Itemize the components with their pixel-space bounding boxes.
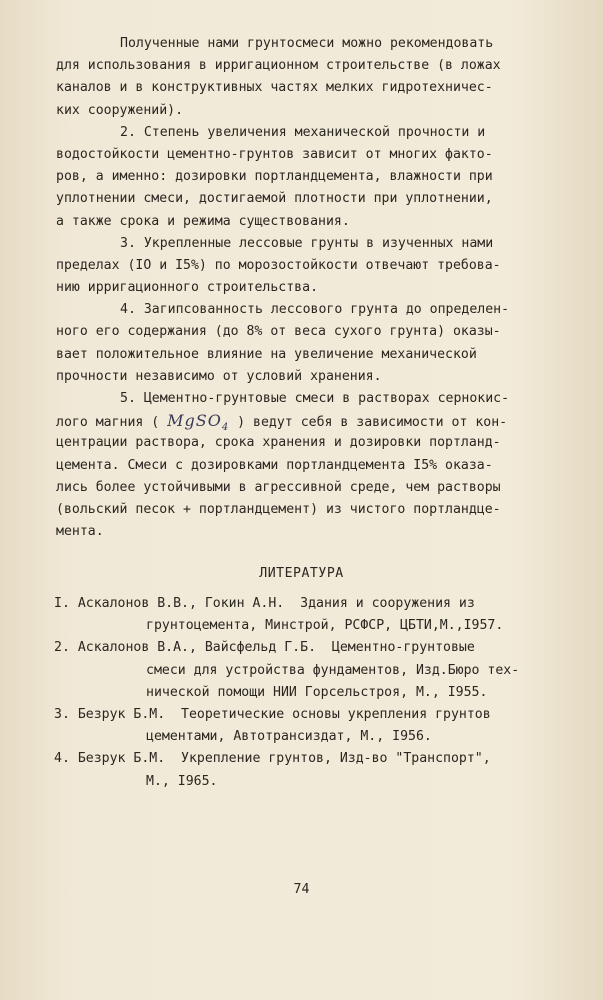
item-2-line: а также срока и режима существования. (56, 213, 350, 229)
references-heading: ЛИТЕРАТУРА (259, 566, 344, 581)
paragraph-1-line: каналов и в конструктивных частях мелких гидротехничес- (56, 80, 493, 96)
item-2-line: 2. Степень увеличения механической прочности и (120, 124, 486, 140)
references-list (54, 593, 574, 793)
reference-continuation: нической помощи НИИ Горсельстроя, М., I955. (146, 684, 488, 700)
item-4-line: прочности независимо от условий хранения. (56, 368, 382, 384)
item-2-line: ров, а именно: дозировки портландцемента, влажности при (56, 169, 493, 185)
reference-continuation: грунтоцемента, Минстрой, РСФСР, ЦБТИ,М.,I957. (146, 618, 504, 634)
formula-subscript: 4 (221, 422, 230, 434)
item-3-line: 3. Укрепленные лессовые грунты в изученных нами (120, 235, 494, 251)
paragraph-1-line: Полученные нами грунтосмеси можно рекомендовать (120, 36, 494, 51)
item-4-line: 4. Загипсованность лессового грунта до определен- (120, 302, 510, 318)
item-2-line: водостойкости цементно-грунтов зависит от многих факто- (56, 146, 493, 162)
item-5-line: цемента. Смеси с дозировками портландцемента I5% оказа- (56, 457, 493, 473)
item-5-line: лись более устойчивыми в агрессивной среде, чем растворы (56, 479, 501, 495)
handwritten-formula (167, 411, 230, 434)
paragraph-1-line: для использования в ирригационном строительстве (в ложах (56, 58, 501, 74)
body-text (56, 33, 568, 543)
item-5-text-after: ) ведут себя в зависимости от кон- (229, 415, 508, 431)
item-5-formula-line (56, 410, 568, 432)
item-5-text-before: лого магния ( (56, 415, 168, 431)
item-5-line: центрации раствора, срока хранения и дозировки портланд- (56, 435, 501, 451)
item-5-line: 5. Цементно-грунтовые смеси в растворах сернокис- (120, 391, 510, 406)
item-2-line: уплотнении смеси, достигаемой плотности при уплотнении, (56, 191, 493, 207)
formula-main: MgSO (167, 411, 222, 431)
item-3-line: нию ирригационного строительства. (56, 280, 319, 296)
paragraph-1-line: ких сооружений). (56, 102, 184, 118)
item-5-line: мента. (56, 524, 104, 540)
reference-item: 4. Безрук Б.М. Укрепление грунтов, Изд-во "Транспорт", (54, 751, 491, 767)
reference-item: 2. Аскалонов В.А., Вайсфельд Г.Б. Цементно-грунтовые (54, 640, 475, 656)
reference-item: I. Аскалонов В.В., Гокин А.Н. Здания и сооружения из (54, 596, 475, 611)
page-number: 74 (293, 882, 310, 897)
item-4-line: ного его содержания (до 8% от веса сухого грунта) оказы- (56, 324, 501, 340)
reference-item: 3. Безрук Б.М. Теоретические основы укрепления грунтов (54, 706, 491, 722)
item-3-line: пределах (IO и I5%) по морозостойкости отвечают требова- (56, 257, 501, 273)
reference-continuation: цементами, Автотрансиздат, М., I956. (146, 729, 432, 745)
reference-continuation: смеси для устройства фундаментов, Изд.Бюро тех- (146, 662, 520, 678)
reference-continuation: М., I965. (146, 773, 218, 789)
item-4-line: вает положительное влияние на увеличение механической (56, 346, 477, 362)
item-5-line: (вольский песок + портландцемент) из чистого портландце- (56, 501, 501, 517)
